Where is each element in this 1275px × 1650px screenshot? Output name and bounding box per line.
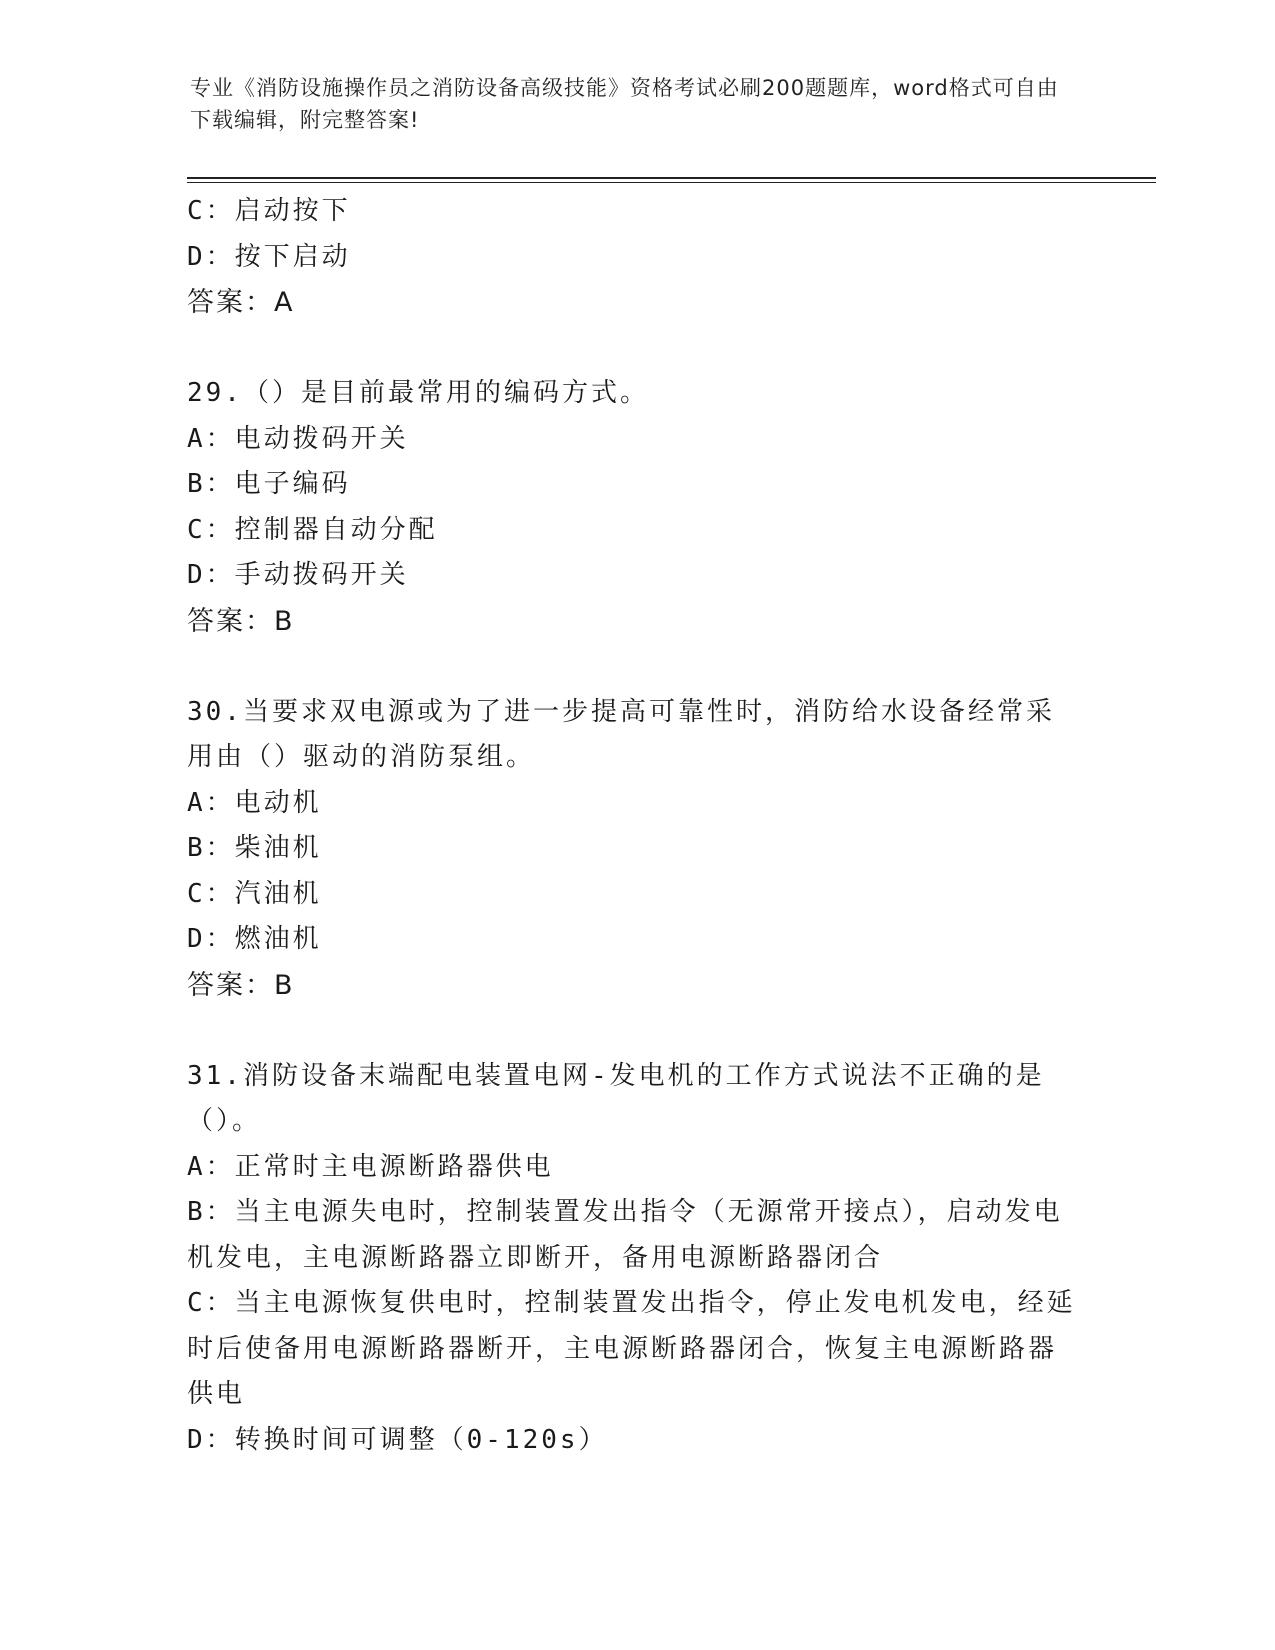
q31-stem: 31.消防设备末端配电装置电网-发电机的工作方式说法不正确的是（）。 [187,1060,1045,1136]
q30-option-c: C：汽油机 [187,878,322,909]
question-content [187,189,1077,1463]
q29-option-a: A：电动拨码开关 [187,423,409,454]
q31-option-c: C：当主电源恢复供电时，控制装置发出指令，停止发电机发电，经延时后使备用电源断路器断开，主电源断路器闭合，恢复主电源断路器供电 [187,1288,1076,1409]
prev-answer: 答案：A [187,287,295,318]
header-rule-thin [187,182,1156,183]
q30-option-b: B：柴油机 [187,833,322,863]
q29-stem: 29.（）是目前最常用的编码方式。 [187,378,649,408]
q29-answer: 答案：B [187,605,295,637]
spacer [187,326,1077,372]
q30-option-a: A：电动机 [187,787,322,818]
q30-option-d: D：燃油机 [187,924,322,954]
q29-option-d: D：手动拨码开关 [187,560,409,590]
q31-option-b: B：当主电源失电时，控制装置发出指令（无源常开接点），启动发电机发电，主电源断路器立即断开，备用电源断路器闭合 [187,1197,1063,1273]
spacer [187,1008,1077,1054]
header-rule-thick [187,177,1156,179]
q30-stem: 30.当要求双电源或为了进一步提高可靠性时，消防给水设备经常采用由（）驱动的消防泵组。 [187,696,1055,772]
prev-option-c: C：启动按下 [187,196,351,226]
q31-option-a: A：正常时主电源断路器供电 [187,1151,554,1182]
q31-option-d: D：转换时间可调整（0-120s） [187,1424,608,1455]
q30-answer: 答案：B [187,969,295,1001]
spacer [187,644,1077,690]
q29-option-c: C：控制器自动分配 [187,514,438,545]
q29-option-b: B：电子编码 [187,469,351,499]
page-header: 专业《消防设施操作员之消防设备高级技能》资格考试必刷200题题库，word格式可自由下载编辑，附完整答案! [190,76,1059,132]
prev-option-d: D：按下启动 [187,241,351,272]
